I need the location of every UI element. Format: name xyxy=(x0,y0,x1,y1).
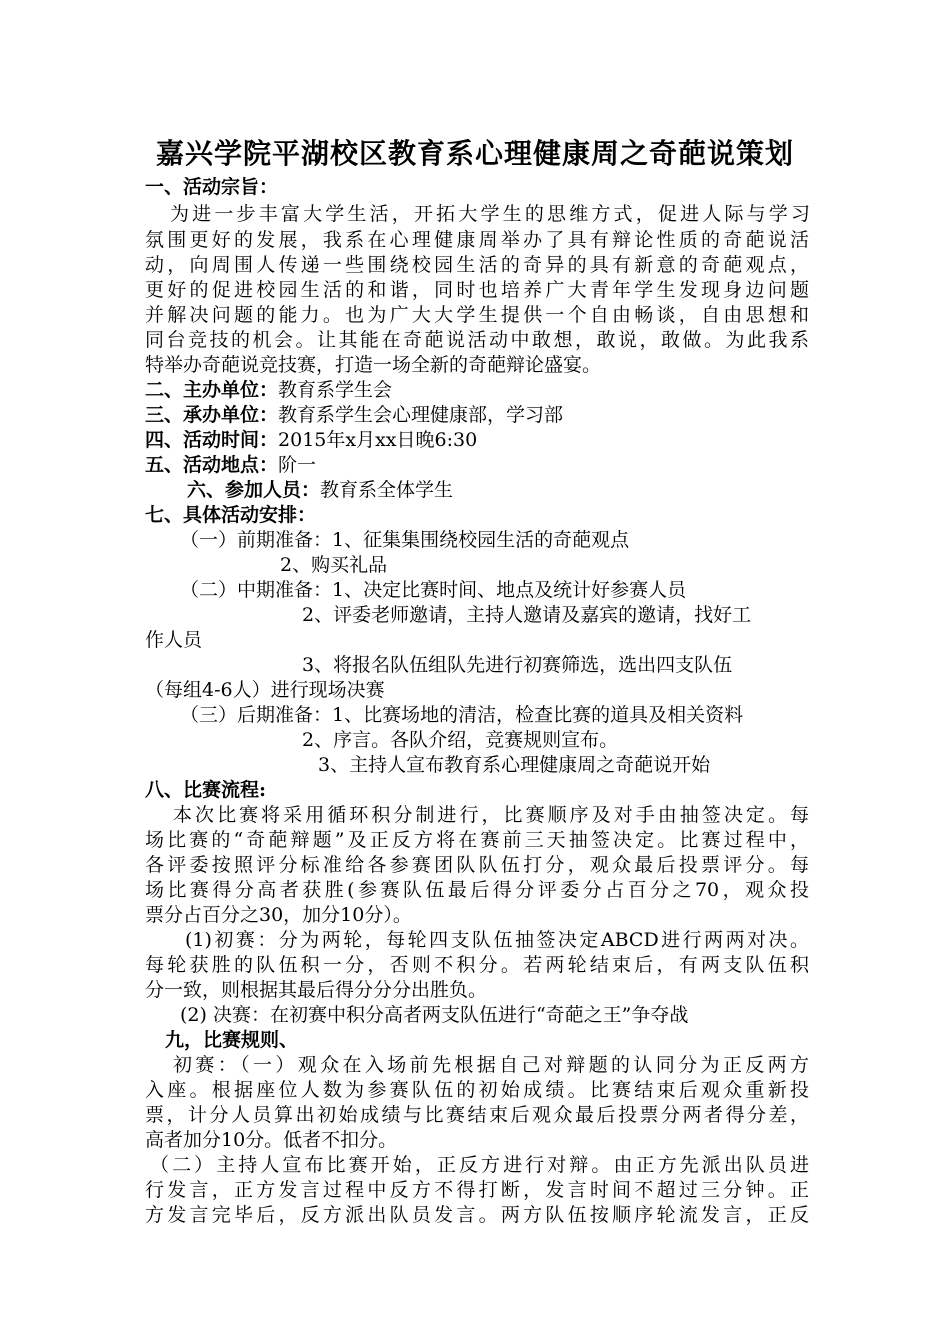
process-line: (2) 决赛：在初赛中积分高者两支队伍进行“奇葩之王”争夺战 xyxy=(180,1004,689,1026)
rules-heading: 九，比赛规则、 xyxy=(165,1029,299,1051)
rules-line: 初赛：（一）观众在入场前先根据自己对辩题的认同分为正反两方 xyxy=(173,1054,809,1076)
schedule-line: 2、序言。各队介绍，竞赛规则宣布。 xyxy=(302,729,619,751)
rules-line: 高者加分10分。低者不扣分。 xyxy=(145,1129,398,1151)
host-label: 二、主办单位： xyxy=(145,379,279,401)
participants-row xyxy=(187,478,453,502)
purpose-line: 并解决问题的能力。也为广大大学生提供一个自由畅谈，自由思想和 xyxy=(145,304,809,326)
rules-line: （二）主持人宣布比赛开始，正反方进行对辩。由正方先派出队员进 xyxy=(150,1154,809,1176)
purpose-line: 氛围更好的发展，我系在心理健康周举办了具有辩论性质的奇葩说活 xyxy=(145,229,809,251)
schedule-line: （一）前期准备：1、征集集围绕校园生活的奇葩观点 xyxy=(180,529,630,551)
process-line: 场比赛的“奇葩辩题”及正反方将在赛前三天抽签决定。比赛过程中， xyxy=(145,829,809,851)
rules-line: 票，计分人员算出初始成绩与比赛结束后观众最后投票分两者得分差， xyxy=(145,1104,809,1126)
process-line: 各评委按照评分标准给各参赛团队队伍打分，观众最后投票评分。每 xyxy=(145,854,809,876)
purpose-line: 同台竞技的机会。让其能在奇葩说活动中敢想，敢说，敢做。为此我系 xyxy=(145,329,809,351)
venue-row xyxy=(145,453,316,477)
purpose-heading: 一、活动宗旨： xyxy=(145,176,279,198)
time-row xyxy=(145,428,477,452)
schedule-line: （二）中期准备：1、决定比赛时间、地点及统计好参赛人员 xyxy=(180,579,687,601)
schedule-line: 3、将报名队伍组队先进行初赛筛选，选出四支队伍 xyxy=(302,654,733,676)
host-row xyxy=(145,378,392,402)
process-line: (1)初赛：分为两轮，每轮四支队伍抽签决定ABCD进行两两对决。 xyxy=(185,929,809,951)
venue-label: 五、活动地点： xyxy=(145,454,279,476)
purpose-line: 更好的促进校园生活的和谐，同时也培养广大青年学生发现身边问题 xyxy=(145,279,809,301)
organizer-label: 三、承办单位： xyxy=(145,404,279,426)
process-line: 票分占百分之30，加分10分）。 xyxy=(145,904,412,926)
schedule-line: 2、评委老师邀请，主持人邀请及嘉宾的邀请，找好工 xyxy=(302,604,752,626)
organizer-row xyxy=(145,403,563,427)
schedule-line: （三）后期准备：1、比赛场地的清洁，检查比赛的道具及相关资料 xyxy=(180,704,744,726)
organizer-value: 教育系学生会心理健康部，学习部 xyxy=(278,404,564,426)
time-label: 四、活动时间： xyxy=(145,429,279,451)
schedule-line: （每组4-6人）进行现场决赛 xyxy=(145,679,385,701)
rules-line: 行发言，正方发言过程中反方不得打断，发言时间不超过三分钟。正 xyxy=(145,1179,809,1201)
purpose-line: 为进一步丰富大学生活，开拓大学生的思维方式，促进人际与学习 xyxy=(170,203,810,225)
host-value: 教育系学生会 xyxy=(278,379,393,401)
schedule-line: 作人员 xyxy=(145,629,203,651)
participants-label: 六、参加人员： xyxy=(187,479,321,501)
purpose-line: 特举办奇葩说竞技赛，打造一场全新的奇葩辩论盛宴。 xyxy=(145,354,602,376)
rules-line: 方发言完毕后，反方派出队员发言。两方队伍按顺序轮流发言，正反 xyxy=(145,1204,809,1226)
time-value: 2015年x月xx日晚6:30 xyxy=(278,429,478,451)
process-line: 本次比赛将采用循环积分制进行，比赛顺序及对手由抽签决定。每 xyxy=(173,804,809,826)
participants-value: 教育系全体学生 xyxy=(320,479,454,501)
process-line: 每轮获胜的队伍积一分，否则不积分。若两轮结束后，有两支队伍积 xyxy=(145,954,809,976)
document-title: 嘉兴学院平湖校区教育系心理健康周之奇葩说策划 xyxy=(155,137,794,170)
process-line: 分一致，则根据其最后得分分分出胜负。 xyxy=(145,979,488,1001)
process-heading: 八、比赛流程: xyxy=(145,779,267,801)
rules-line: 入座。根据座位人数为参赛队伍的初始成绩。比赛结束后观众重新投 xyxy=(145,1079,809,1101)
process-line: 场比赛得分高者获胜(参赛队伍最后得分评委分占百分之70，观众投 xyxy=(145,879,809,901)
purpose-line: 动，向周围人传递一些围绕校园生活的奇异的具有新意的奇葩观点， xyxy=(145,254,809,276)
venue-value: 阶一 xyxy=(278,454,317,476)
schedule-line: 3、主持人宣布教育系心理健康周之奇葩说开始 xyxy=(318,754,711,776)
schedule-line: 2、购买礼品 xyxy=(280,554,388,576)
schedule-heading: 七、具体活动安排： xyxy=(145,504,317,526)
